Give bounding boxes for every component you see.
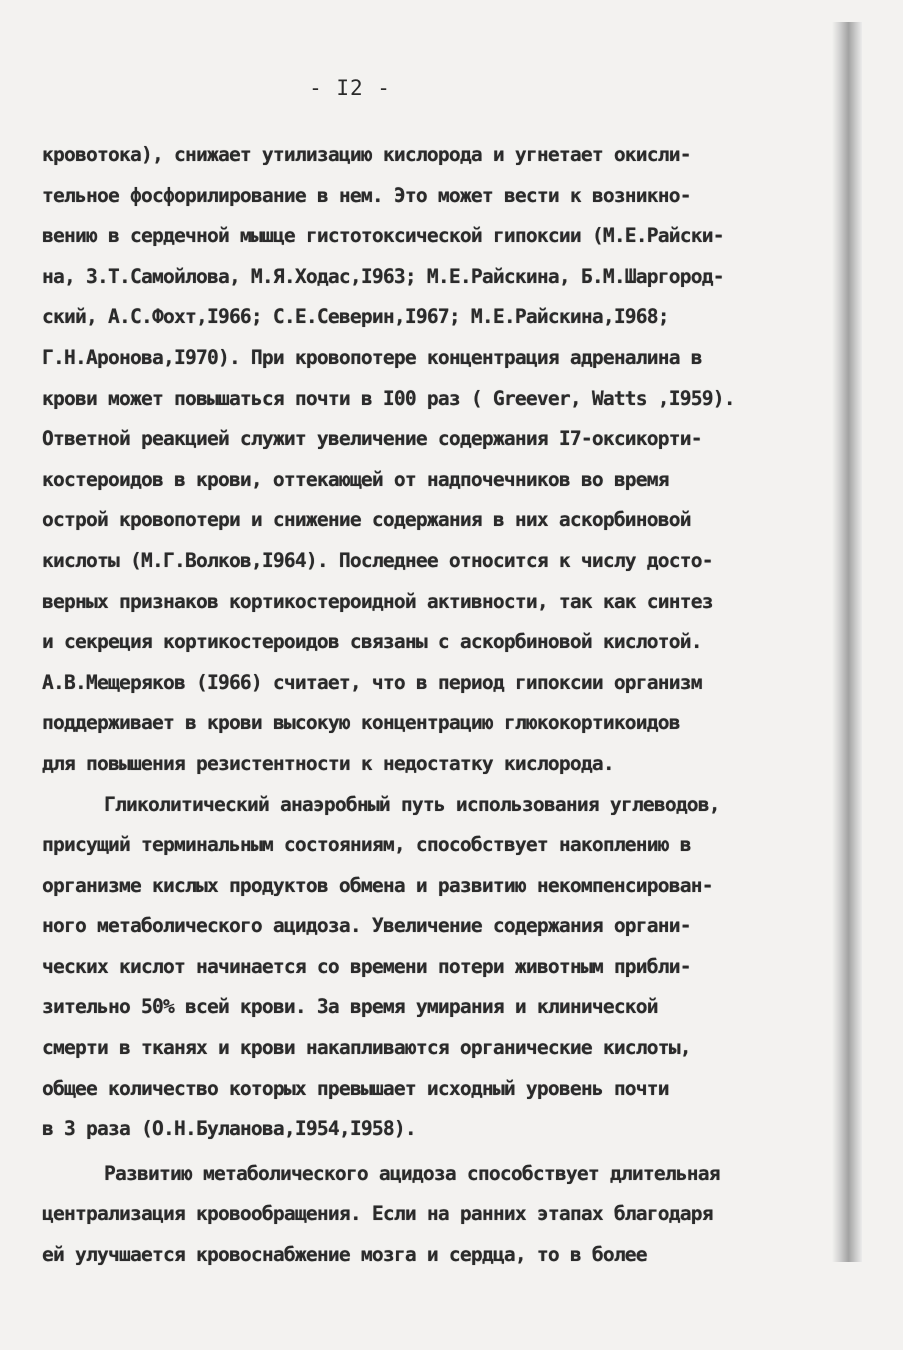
- text-line: централизация кровообращения. Если на ранних этапах благодаря: [42, 1202, 713, 1226]
- text-line: организме кислых продуктов обмена и развитию некомпенсирован-: [42, 873, 713, 897]
- text-line: А.В.Мещеряков (I966) считает, что в период гипоксии организм: [42, 670, 702, 694]
- text-line: ческих кислот начинается со времени потери животным прибли-: [42, 954, 691, 978]
- scan-edge-shadow: [832, 22, 862, 1262]
- text-line: ного метаболического ацидоза. Увеличение содержания органи-: [42, 914, 691, 938]
- body-text: [42, 135, 832, 1276]
- text-line: тельное фосфорилирование в нем. Это может вести к возникно-: [42, 183, 691, 207]
- paragraph: [42, 1154, 832, 1276]
- text-line: крови может повышаться почти в I00 раз ( Greever, Watts ,I959).: [42, 386, 735, 410]
- text-line: зительно 50% всей крови. За время умирания и клинической: [42, 995, 658, 1019]
- text-line: Ответной реакцией служит увеличение содержания I7-оксикорти-: [42, 427, 702, 451]
- text-line: ский, А.С.Фохт,I966; С.Е.Северин,I967; М.Е.Райскина,I968;: [42, 305, 669, 329]
- text-line: кровотока), снижает утилизацию кислорода и угнетает окисли-: [42, 143, 691, 166]
- text-line: смерти в тканях и крови накапливаются органические кислоты,: [42, 1036, 691, 1060]
- text-line: для повышения резистентности к недостатку кислорода.: [42, 751, 614, 775]
- text-line: на, З.Т.Самойлова, М.Я.Ходас,I963; М.Е.Райскина, Б.М.Шаргород-: [42, 264, 724, 288]
- text-line: присущий терминальным состояниям, способствует накоплению в: [42, 833, 691, 857]
- paragraph: [42, 785, 832, 1150]
- text-line: кислоты (М.Г.Волков,I964). Последнее относится к числу досто-: [42, 548, 713, 572]
- text-line: верных признаков кортикостероидной активности, так как синтез: [42, 589, 713, 613]
- text-line: острой кровопотери и снижение содержания в них аскорбиновой: [42, 508, 691, 532]
- text-line: Развитию метаболического ацидоза способствует длительная: [104, 1161, 720, 1185]
- text-line: вению в сердечной мышце гистотоксической гипоксии (М.Е.Райски-: [42, 224, 724, 248]
- text-line: ей улучшается кровоснабжение мозга и сердца, то в более: [42, 1243, 647, 1267]
- text-line: поддерживает в крови высокую концентрацию глюкокортикоидов: [42, 711, 680, 735]
- text-line: костероидов в крови, оттекающей от надпочечников во время: [42, 467, 669, 491]
- text-line: и секреция кортикостероидов связаны с аскорбиновой кислотой.: [42, 630, 702, 654]
- text-line: Гликолитический анаэробный путь использования углеводов,: [104, 792, 720, 816]
- page-number: - I2 -: [309, 76, 391, 100]
- paragraph: [42, 135, 832, 785]
- text-line: в 3 раза (О.Н.Буланова,I954,I958).: [42, 1117, 416, 1141]
- text-line: общее количество которых превышает исходный уровень почти: [42, 1076, 669, 1100]
- text-line: Г.Н.Аронова,I970). При кровопотере концентрация адреналина в: [42, 345, 702, 369]
